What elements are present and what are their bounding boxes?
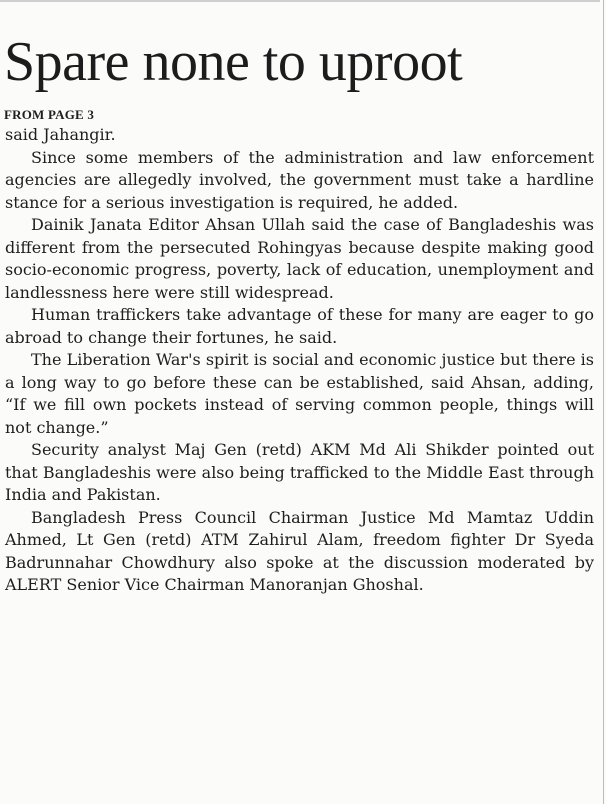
paragraph-5: The Liberation War's spirit is social and economic justice but there is a long way to go before these can be established, said Ahsan, adding, “If we fill own pockets instead of serving common people, things will not change.” [5, 350, 594, 437]
paragraph-1: said Jahangir. [5, 125, 116, 144]
paragraph-2: Since some members of the administration and law enforcement agencies are allegedly involved, the government must take a hardline stance for a serious investigation is required, he added. [5, 147, 594, 212]
article-body [5, 124, 594, 597]
paragraph-4: Human traffickers take advantage of these for many are eager to go abroad to change their fortunes, he said. [5, 305, 594, 347]
paragraph-6: Security analyst Maj Gen (retd) AKM Md Ali Shikder pointed out that Bangladeshis were also being trafficked to the Middle East through India and Pakistan. [5, 440, 594, 504]
top-divider [0, 0, 600, 2]
column-divider [603, 0, 604, 804]
headline: Spare none to uproot [4, 31, 463, 93]
paragraph-3: Dainik Janata Editor Ahsan Ullah said the case of Bangladeshis was different from the persecuted Rohingyas because despite making good socio-economic progress, poverty, lack of education, unemployment and landlessness here were still widespread. [5, 215, 594, 302]
paragraph-7: Bangladesh Press Council Chairman Justice Md Mamtaz Uddin Ahmed, Lt Gen (retd) ATM Zahirul Alam, freedom fighter Dr Syeda Badrunnahar Chowdhury also spoke at the discussion moderated by ALERT Senior Vice Chairman Manoranjan Ghoshal. [5, 507, 594, 594]
continuation-dateline: FROM PAGE 3 [4, 107, 95, 122]
